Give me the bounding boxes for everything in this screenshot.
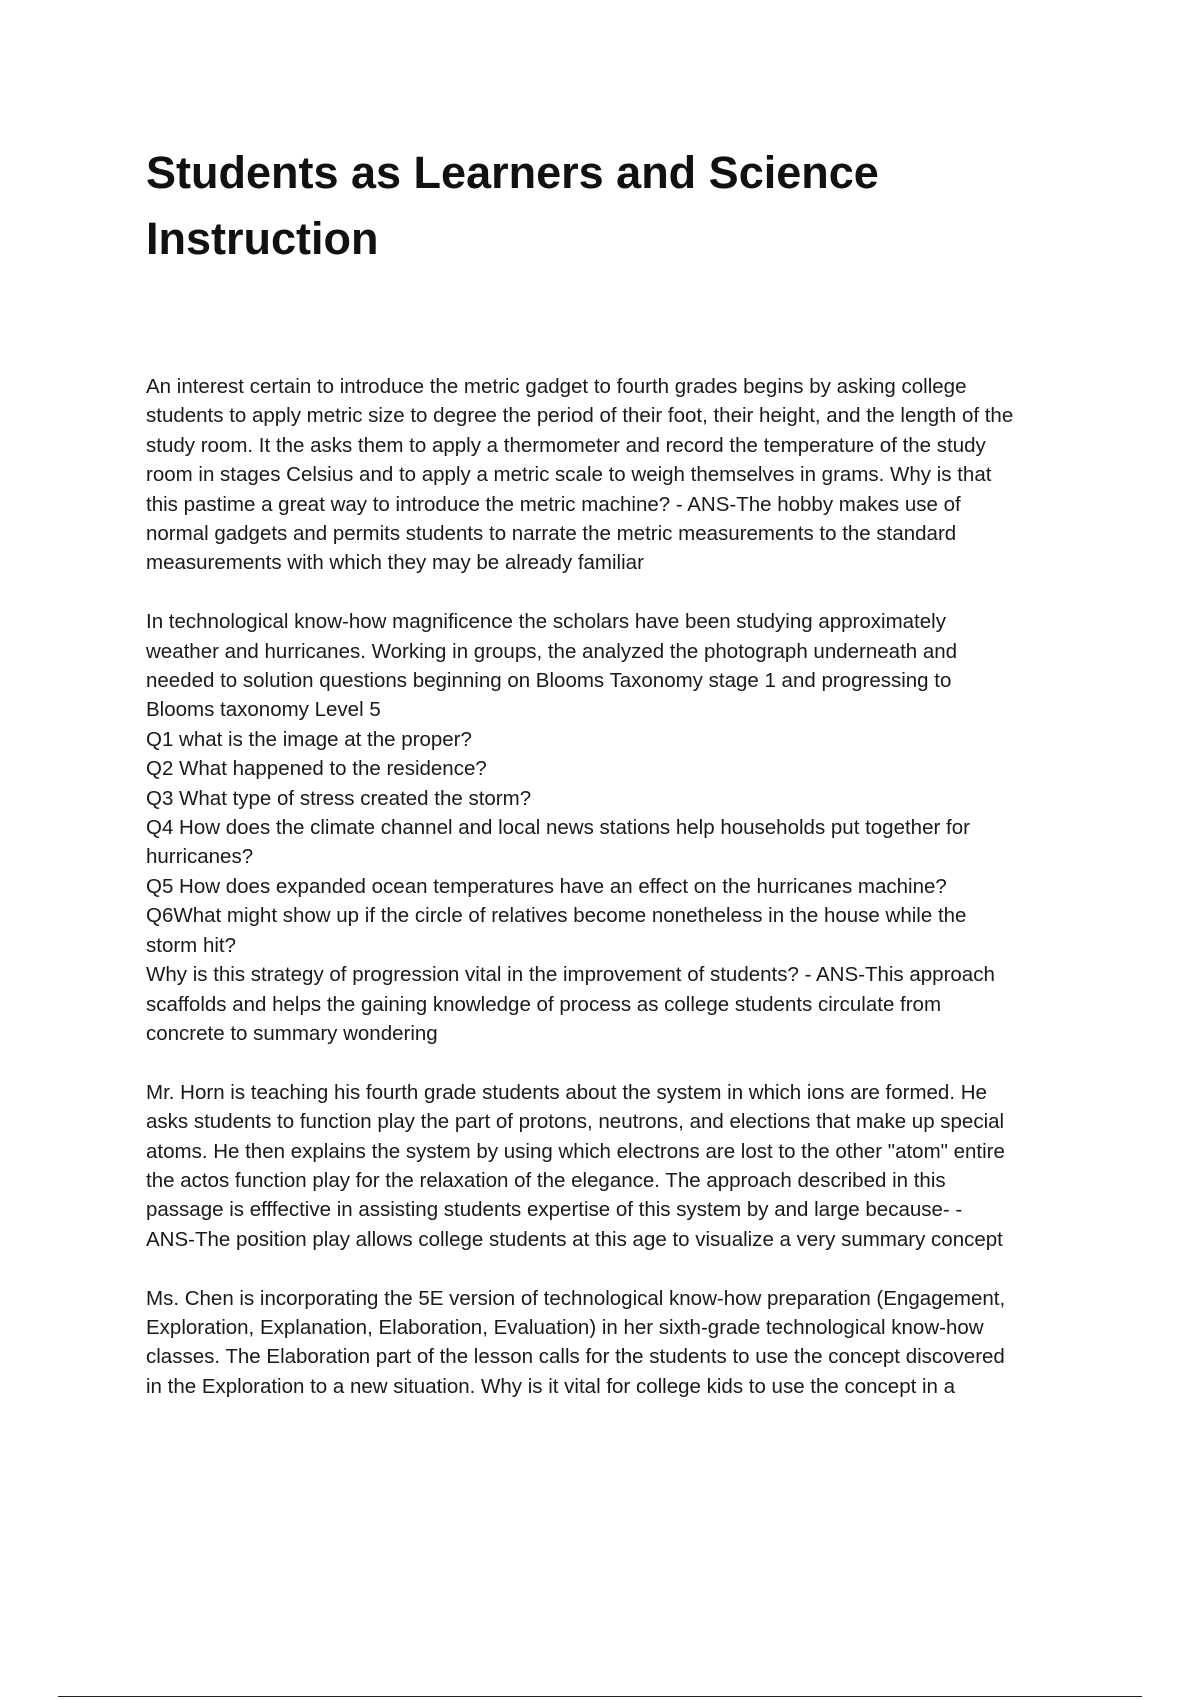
text-line: Exploration, Explanation, Elaboration, Evaluation) in her sixth-grade technological know-how <box>146 1315 984 1339</box>
text-line: Ms. Chen is incorporating the 5E version of technological know-how preparation (Engagement, <box>146 1286 1006 1310</box>
text-line: hurricanes? <box>146 845 254 869</box>
text-line: Q2 What happened to the residence? <box>146 757 487 781</box>
text-line: asks students to function play the part of protons, neutrons, and elections that make up special <box>146 1110 1005 1134</box>
title-line: Instruction <box>146 213 379 264</box>
title-line: Students as Learners and Science <box>146 147 879 198</box>
paragraph-blooms-taxonomy <box>146 607 1096 1048</box>
page-title <box>146 140 1076 272</box>
paragraph-metric-activity <box>146 372 1096 578</box>
text-line: atoms. He then explains the system by using which electrons are lost to the other "atom" entire <box>146 1139 1005 1163</box>
document-body <box>146 372 1096 1431</box>
paragraph-ion-role-play <box>146 1078 1096 1254</box>
text-line: Q1 what is the image at the proper? <box>146 727 472 751</box>
text-line: An interest certain to introduce the metric gadget to fourth grades begins by asking college <box>146 375 967 398</box>
text-line: room in stages Celsius and to apply a metric scale to weigh themselves in grams. Why is that <box>146 463 992 487</box>
text-line: scaffolds and helps the gaining knowledge of process as college students circulate from <box>146 992 942 1016</box>
text-line: Mr. Horn is teaching his fourth grade students about the system in which ions are formed. He <box>146 1080 987 1104</box>
text-line: classes. The Elaboration part of the lesson calls for the students to use the concept discovered <box>146 1345 1005 1369</box>
text-line: needed to solution questions beginning on Blooms Taxonomy stage 1 and progressing to <box>146 669 952 693</box>
paragraph-5e-model <box>146 1284 1096 1402</box>
text-line: in the Exploration to a new situation. Why is it vital for college kids to use the concept in a <box>146 1374 956 1398</box>
text-line: Q4 How does the climate channel and local news stations help households put together for <box>146 816 970 840</box>
text-line: ANS-The position play allows college students at this age to visualize a very summary concept <box>146 1227 1003 1251</box>
text-line: normal gadgets and permits students to narrate the metric measurements to the standard <box>146 522 957 546</box>
text-line: weather and hurricanes. Working in groups, the analyzed the photograph underneath and <box>146 639 958 663</box>
text-line: Q5 How does expanded ocean temperatures have an effect on the hurricanes machine? <box>146 874 947 898</box>
text-line: this pastime a great way to introduce the metric machine? - ANS-The hobby makes use of <box>146 492 961 516</box>
text-line: study room. It the asks them to apply a thermometer and record the temperature of the study <box>146 433 986 457</box>
text-line: the actos function play for the relaxation of the elegance. The approach described in this <box>146 1168 946 1192</box>
text-line: passage is efffective in assisting students expertise of this system by and large because- - <box>146 1198 963 1222</box>
text-line: students to apply metric size to degree the period of their foot, their height, and the length of the <box>146 404 1014 428</box>
footer-divider <box>58 1696 1142 1697</box>
text-line: concrete to summary wondering <box>146 1021 438 1045</box>
text-line: measurements with which they may be already familiar <box>146 551 644 575</box>
text-line: Why is this strategy of progression vital in the improvement of students? - ANS-This approach <box>146 963 995 987</box>
text-line: In technological know-how magnificence the scholars have been studying approximately <box>146 610 946 634</box>
text-line: Q6What might show up if the circle of relatives become nonetheless in the house while the <box>146 904 967 928</box>
text-line: Q3 What type of stress created the storm? <box>146 786 532 810</box>
text-line: Blooms taxonomy Level 5 <box>146 698 381 722</box>
text-line: storm hit? <box>146 933 236 957</box>
